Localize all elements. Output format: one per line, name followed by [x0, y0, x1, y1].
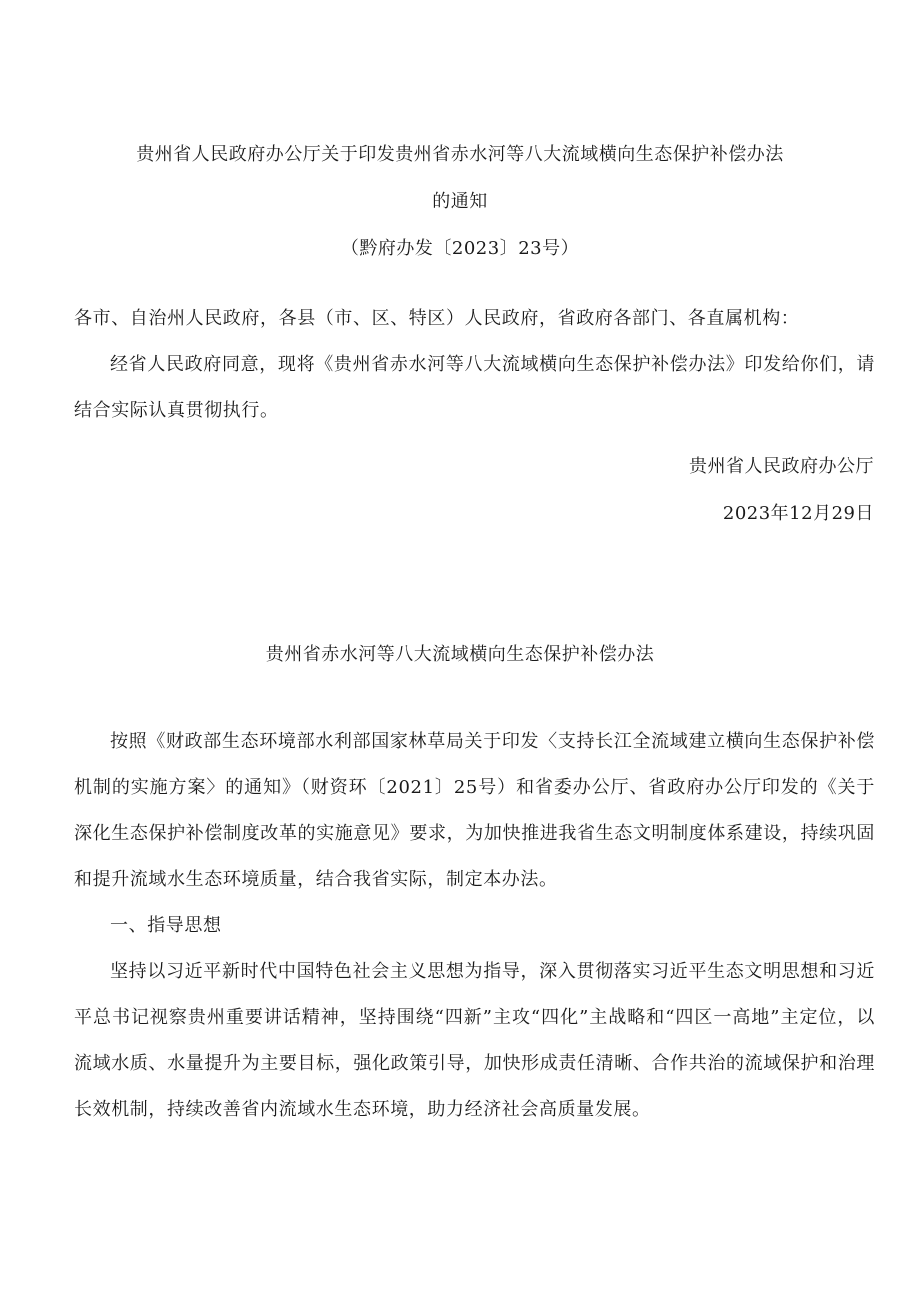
document-number: （黔府办发〔2023〕23号）: [340, 238, 580, 259]
issuer: 贵州省人民政府办公厅: [689, 456, 874, 477]
recipients-text: 各市、自治州人民政府，各县（市、区、特区）人民政府，省政府各部门、各直属机构：: [74, 308, 800, 329]
recipients-line: [74, 296, 875, 342]
measures-intro: 按照《财政部生态环境部水利部国家林草局关于印发〈支持长江全流域建立横向生态保护补偿机制的实施方案〉的通知》（财资环〔2021〕25号）和省委办公厅、省政府办公厅印发的《关于深化生态保护补偿制度改革的实施意见》要求，为加快推进我省生态文明制度体系建设，持续巩固和提升流域水生态环境质量，结合我省实际，制定本办法。: [74, 731, 875, 890]
issue-date: 2023年12月29日: [722, 503, 874, 524]
measures-body: [74, 719, 875, 1133]
measures-title: 贵州省赤水河等八大流域横向生态保护补偿办法: [265, 644, 655, 665]
notice-title-line1: 贵州省人民政府办公厅关于印发贵州省赤水河等八大流域横向生态保护补偿办法: [136, 144, 784, 165]
section-heading-guiding-thought: 一、指导思想: [110, 915, 222, 936]
notice-body-text: 经省人民政府同意，现将《贵州省赤水河等八大流域横向生态保护补偿办法》印发给你们，请结合实际认真贯彻执行。: [74, 354, 875, 421]
notice-body: [74, 342, 875, 434]
notice-title-line2: 的通知: [432, 191, 488, 212]
section-body-guiding-thought: 坚持以习近平新时代中国特色社会主义思想为指导，深入贯彻落实习近平生态文明思想和习近平总书记视察贵州重要讲话精神，坚持围绕“四新”主攻“四化”主战略和“四区一高地”主定位，以流域水质、水量提升为主要目标，强化政策引导，加快形成责任清晰、合作共治的流域保护和治理长效机制，持续改善省内流域水生态环境，助力经济社会高质量发展。: [74, 961, 875, 1120]
